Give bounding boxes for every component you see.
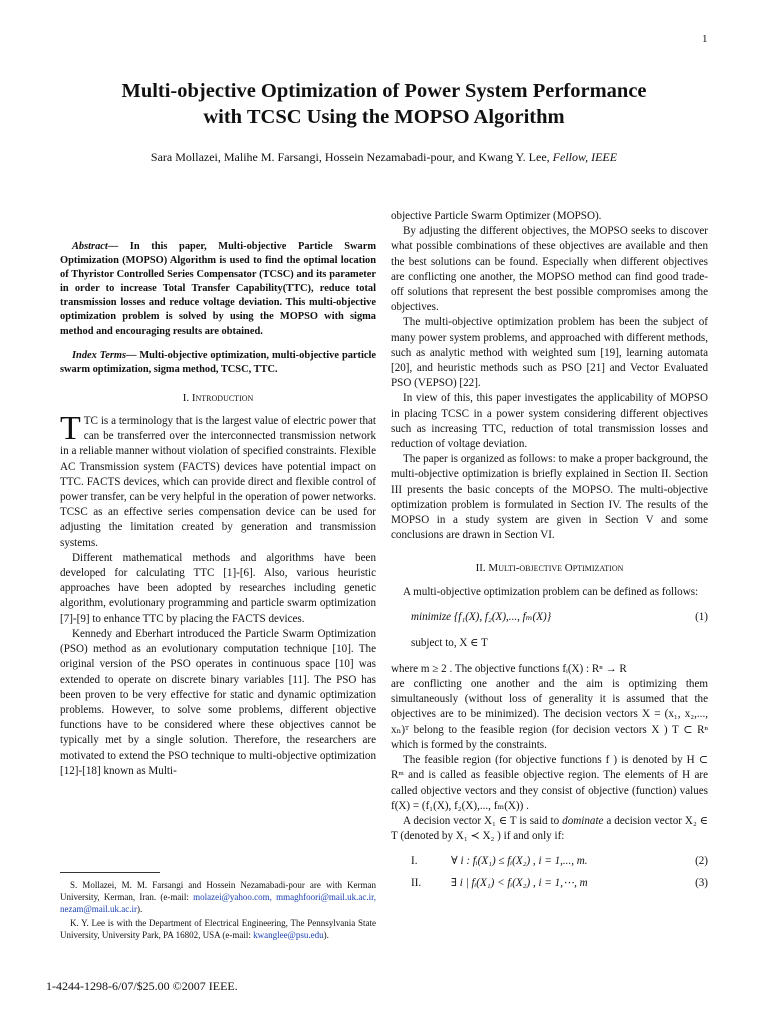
- section-heading-moo: II. Multi-objective Optimization: [475, 562, 624, 575]
- author-line: Sara Mollazei, Malihe M. Farsangi, Hossein Nezamabadi-pour, and Kwang Y. Lee, Fellow, IEEE: [150, 150, 618, 164]
- equation-3: II. ∃ i | fᵢ(X₁) < fᵢ(X₂) , i = 1,⋯, m (3): [411, 877, 708, 890]
- footnote-lee: K. Y. Lee is with the Department of Electrical Engineering, The Pennsylvania State University, University Park, PA 16802, USA (e-mail: kwanglee@psu.edu).: [60, 918, 376, 940]
- email-link[interactable]: molazei@yahoo.com, mmaghfoori@mail.uk.ac.ir, nezam@mail.uk.ac.ir: [60, 892, 376, 914]
- equation-2: I. ∀ i : fᵢ(X₁) ≤ fᵢ(X₂) , i = 1,..., m. (2): [411, 855, 708, 868]
- body-paragraph: are conflicting one another and the aim is optimizing them simultaneously (without loss of generality it is assumed that the objectives are to be minimized). The decision vectors X = (x₁, x₂,..., xₙ)ᵀ belong to the feasible region (for decision vectors X ) T ⊂ Rⁿ which is formed by the constraints.: [391, 678, 708, 751]
- body-paragraph: By adjusting the different objectives, the MOPSO seeks to discover what possible combinations of these objectives are available and then the best solutions can be found. Especially when different objectives are conflicting one another, the MOPSO method can find good trade-off solutions that represent the best possible compromises among the objectives.: [391, 225, 708, 314]
- intro-paragraph: Kennedy and Eberhart introduced the Particle Swarm Optimization (PSO) method as an evolutionary computation technique [10]. The original version of the PSO operates in continuous space [10] was extended to operate on discrete binary variables [11]. The PSO has been proven to be very effective for static and dynamic optimization problems. However, to solve some problems, different objective functions have to be considered where these objectives cannot be typically met by a single solution. Therefore, the researchers are motivated to extend the PSO technique to multi-objective optimization [12]-[18] known as Multi-: [60, 627, 376, 777]
- intro-paragraph: TTC is a terminology that is the largest value of electric power that can be transferred over the interconnected transmission network in a reliable manner without violation of specified constraints. Flexible AC Transmission system (FACTS) devices have potential impact on TTC. FACTS devices, which can provide direct and flexible control of power transfer, can be very helpful in the operation of power networks. TCSC as an effective series compensation device can be used for adjusting the limitation created by generation and transmission systems.: [60, 410, 376, 549]
- watermark-logo: [734, 30, 760, 155]
- body-paragraph: A decision vector X₁ ∈ T is said to dominate a decision vector X₂ ∈ T (denoted by X₁ ≺ X₂ ) if and only if:: [391, 814, 708, 843]
- equation-constraint: subject to, X ∈ T: [411, 636, 488, 649]
- footnote-rule: [60, 872, 160, 873]
- copyright-notice: 1-4244-1298-6/07/$25.00 ©2007 IEEE.: [46, 979, 238, 993]
- page-number: 1: [702, 33, 708, 45]
- drop-cap: T: [60, 410, 81, 448]
- equation-1: minimize {f₁(X), f₂(X),..., fₘ(X)} (1): [411, 610, 708, 623]
- right-column: [391, 209, 708, 894]
- footnote-authors: S. Mollazei, M. M. Farsangi and Hossein Nezamabadi-pour are with Kerman University, Kerman, Iran. (e-mail: molazei@yahoo.com, mmaghfoori@mail.uk.ac.ir, nezam@mail.uk.ac.ir).: [60, 880, 376, 914]
- body-paragraph: The multi-objective optimization problem has been the subject of many power system problems, and approached with different methods, such as analytic method with weighted sum [19], learning automata [20], and heuristic methods such as PSO [21] and Vector Evaluated PSO (VEPSO) [22].: [391, 316, 708, 390]
- abstract: Abstract— In this paper, Multi-objective Particle Swarm Optimization (MOPSO) Algorithm is used to find the optimal location of Thyristor Controlled Series Compensator (TCSC) and its parameter in order to increase Total Transfer Capability(TTC), reduce total transmission losses and reduce voltage deviation. This multi-objective optimization problem is solved by using the MOPSO with sigma method and encouraging results are obtained.: [60, 241, 376, 337]
- left-column: [60, 240, 376, 779]
- body-paragraph: A multi-objective optimization problem can be defined as follows:: [403, 585, 699, 598]
- body-paragraph: where m ≥ 2 . The objective functions fᵢ(X) : Rⁿ → R: [391, 662, 627, 675]
- footnotes: [60, 872, 376, 943]
- intro-paragraph: Different mathematical methods and algorithms have been developed for calculating TTC [1]-[6]. Also, various heuristic approaches have been adopted by researches including genetic algorithm, evolutionary programming and particle swarm optimization [7]-[9] to enhance TTC by placing the FACTS devices.: [60, 551, 376, 625]
- index-terms: Index Terms— Multi-objective optimization, multi-objective particle swarm optimization, sigma method, TCSC, TTC.: [60, 349, 376, 375]
- body-paragraph: In view of this, this paper investigates the applicability of MOPSO in placing TCSC in a power system considering different objectives such as increasing TTC, reduction of total transmission losses and reduction of voltage deviation.: [391, 392, 708, 451]
- paper-title: Multi-objective Optimization of Power System Performance with TCSC Using the MOPSO Algorithm: [121, 80, 647, 128]
- body-paragraph: The feasible region (for objective functions f ) is denoted by H ⊂ Rᵐ and is called as feasible objective region. The elements of H are called objective vectors and they consist of objective (function) values f(X) = (f₁(X), f₂(X),..., fₘ(X)) .: [391, 754, 708, 812]
- body-paragraph: objective Particle Swarm Optimizer (MOPSO).: [391, 210, 602, 222]
- body-paragraph: The paper is organized as follows: to make a proper background, the multi-objective optimization is briefly explained in Section II. Section III presents the basic concepts of the MOPSO. The multi-objective optimization problem is formulated in Section IV. The results of the MOPSO in a study system are given in Section V and some conclusions are drawn in Section VI.: [391, 453, 708, 542]
- email-link[interactable]: kwanglee@psu.edu: [253, 930, 324, 940]
- section-heading-introduction: I. Introduction: [182, 391, 254, 404]
